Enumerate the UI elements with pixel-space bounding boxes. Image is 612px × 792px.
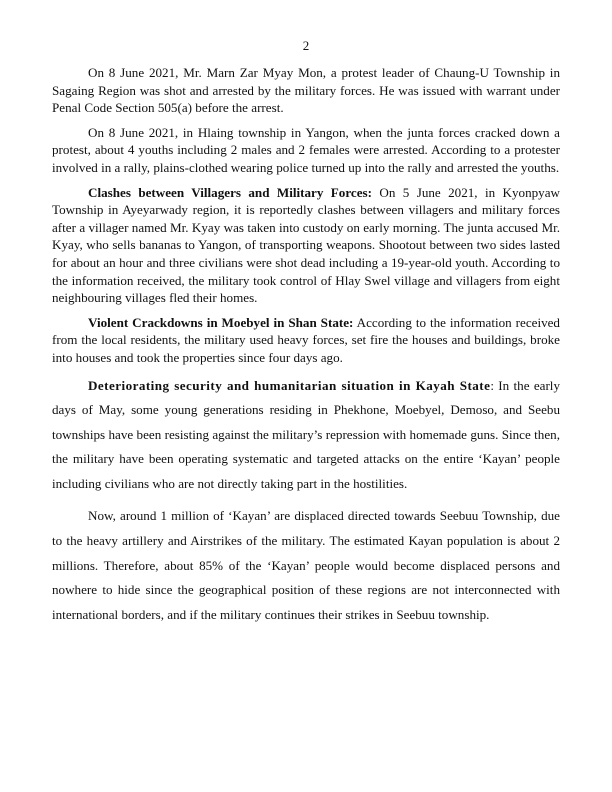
page-number: 2	[302, 38, 310, 53]
section-heading: Deteriorating security and humanitarian situation in Kayah State	[88, 377, 491, 393]
paragraph-text: On 8 June 2021, in Hlaing township in Yangon, when the junta forces cracked down a protest, about 4 youths including 2 males and 2 females were arrested. According to a protester involved in a rally, plains-clothed wearing police turned up into the rally and arrested the youths.	[52, 124, 560, 175]
paragraph-kayan-displaced	[52, 504, 560, 627]
paragraph-text: Now, around 1 million of ‘Kayan’ are displaced directed towards Seebuu Township, due to the heavy artillery and Airstrikes of the military. The estimated Kayan population is about 2 millions. Therefore, about 85% of the ‘Kayan’ people would become displaced persons and nowhere to hide since the geographical position of these regions are not interconnected with international borders, and if the military continues their strikes in Seebuu township.	[52, 508, 560, 622]
paragraph-kayah-state	[52, 374, 560, 497]
section-heading: Violent Crackdowns in Moebyel in Shan State:	[88, 314, 354, 330]
paragraph-arrest-chaung-u	[52, 64, 560, 117]
paragraph-text: On 8 June 2021, Mr. Marn Zar Myay Mon, a protest leader of Chaung-U Township in Sagaing Region was shot and arrested by the military forces. He was issued with warrant under Penal Code Section 505(a) before the arrest.	[52, 65, 560, 116]
paragraph-text: On 5 June 2021, in Kyonpyaw Township in Ayeyarwady region, it is reportedly clashes between villagers and military forces after a villager named Mr. Kyay was taken into custody on early morning. The junta accused Mr. Kyay, who sells bananas to Yangon, of transporting weapons. Shootout between two sides lasted for about an hour and three civilians were shot dead including a 19-year-old youth. According to the information received, the military took control of Hlay Swel village and villagers from eight neighbouring villages fled their homes.	[52, 184, 560, 306]
paragraph-clashes-villagers	[52, 184, 560, 307]
paragraph-crackdowns-moebyel	[52, 314, 560, 367]
paragraph-arrest-hlaing	[52, 124, 560, 177]
paragraph-text: According to the information received from the local residents, the military used heavy forces, set fire the houses and buildings, broke into houses and took the properties since four days ago.	[52, 314, 560, 365]
paragraph-text: : In the early days of May, some young generations residing in Phekhone, Moebyel, Demoso, and Seebu townships have been resisting against the military’s repression with homemade guns. Since then, the military have been operating systematic and targeted attacks on the entire ‘Kayan’ people including civilians who are not directly taking part in the hostilities.	[52, 377, 560, 491]
section-heading: Clashes between Villagers and Military Forces:	[88, 184, 372, 200]
